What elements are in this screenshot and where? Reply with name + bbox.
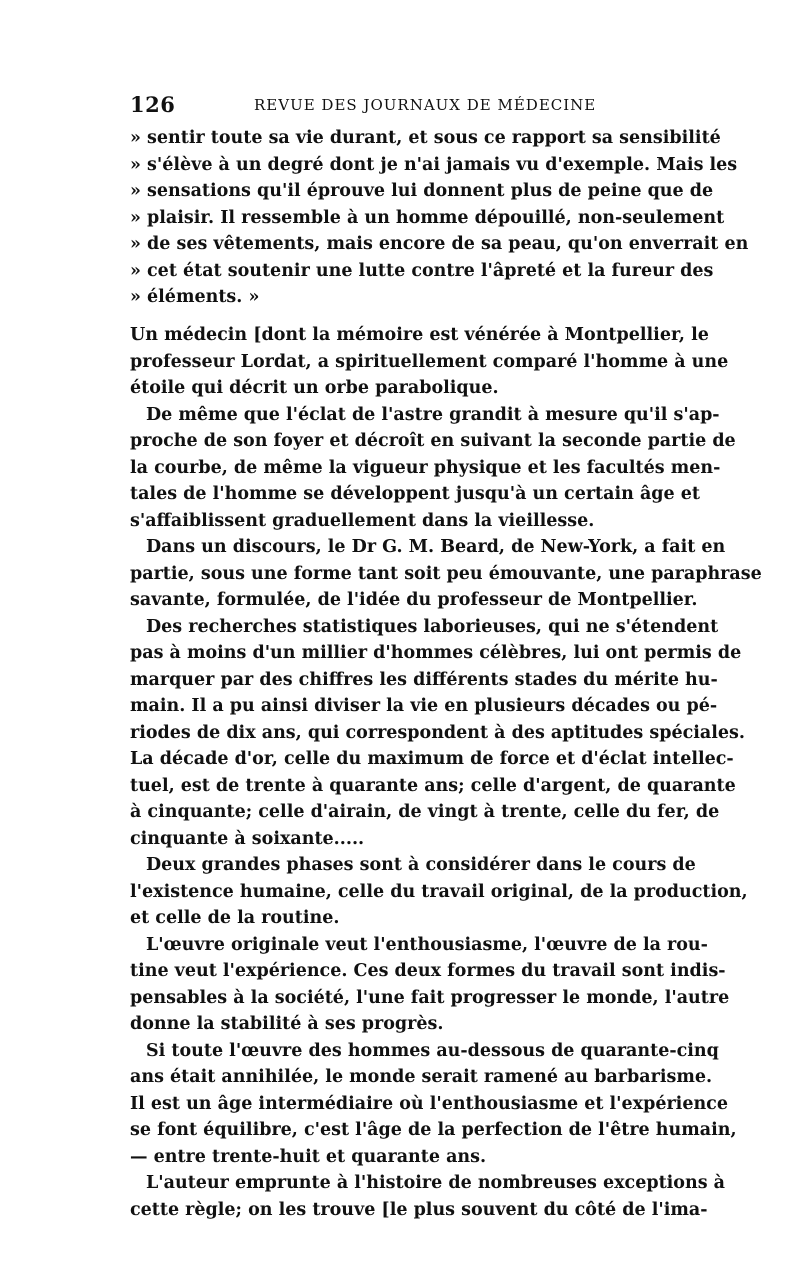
text-line: Il est un âge intermédiaire où l'enthousiasme et l'expérience: [130, 1093, 728, 1114]
text-line: ans était annihilée, le monde serait ramené au barbarisme.: [130, 1067, 713, 1087]
text-line: professeur Lordat, a spirituellement comparé l'homme à une: [130, 351, 729, 372]
running-title: REVUE DES JOURNAUX DE MÉDECINE: [254, 96, 597, 114]
text-line: savante, formulée, de l'idée du professeur de Montpellier.: [130, 590, 698, 610]
text-line: » plaisir. Il ressemble à un homme dépouillé, non-seulement: [130, 207, 725, 228]
text-line: Si toute l'œuvre des hommes au-dessous de quarante-cinq: [146, 1040, 719, 1061]
text-line: » s'élève à un degré dont je n'ai jamais vu d'exemple. Mais les: [130, 154, 738, 175]
text-line: cette règle; on les trouve [le plus souvent du côté de l'ima-: [130, 1199, 708, 1220]
text-line: Deux grandes phases sont à considérer dans le cours de: [146, 855, 696, 875]
text-line: donne la stabilité à ses progrès.: [130, 1014, 444, 1034]
text-line: et celle de la routine.: [130, 908, 340, 928]
text-line: main. Il a pu ainsi diviser la vie en plusieurs décades ou pé-: [130, 696, 718, 716]
text-line: marquer par des chiffres les différents stades du mérite hu-: [130, 669, 718, 690]
body-text: [130, 322, 762, 1223]
text-line: » éléments. »: [130, 287, 260, 307]
text-line: tuel, est de trente à quarante ans; celle d'argent, de quarante: [130, 775, 736, 796]
text-line: tales de l'homme se développent jusqu'à un certain âge et: [130, 484, 700, 504]
text-line: partie, sous une forme tant soit peu émouvante, une paraphrase: [130, 563, 762, 584]
text-line: » cet état soutenir une lutte contre l'âpreté et la fureur des: [130, 260, 714, 281]
text-line: l'existence humaine, celle du travail original, de la production,: [130, 881, 748, 902]
text-line: » sentir toute sa vie durant, et sous ce rapport sa sensibilité: [130, 128, 721, 148]
text-line: tine veut l'expérience. Ces deux formes du travail sont indis-: [130, 961, 726, 981]
text-line: à cinquante; celle d'airain, de vingt à trente, celle du fer, de: [130, 802, 720, 822]
text-line: Un médecin [dont la mémoire est vénérée à Montpellier, le: [130, 325, 709, 345]
text-line: » sensations qu'il éprouve lui donnent plus de peine que de: [130, 181, 714, 201]
text-line: — entre trente-huit et quarante ans.: [130, 1146, 487, 1167]
text-line: pas à moins d'un millier d'hommes célèbres, lui ont permis de: [130, 643, 742, 663]
text-line: L'œuvre originale veut l'enthousiasme, l'œuvre de la rou-: [146, 934, 708, 955]
page-number: 126: [130, 92, 176, 117]
page-header: [130, 92, 675, 120]
text-line: La décade d'or, celle du maximum de force et d'éclat intellec-: [130, 749, 734, 769]
text-line: » de ses vêtements, mais encore de sa peau, qu'on enverrait en: [130, 234, 749, 254]
text-line: s'affaiblissent graduellement dans la vieillesse.: [130, 510, 595, 531]
text-line: se font équilibre, c'est l'âge de la perfection de l'être humain,: [130, 1120, 737, 1140]
text-line: Des recherches statistiques laborieuses, qui ne s'étendent: [146, 616, 719, 637]
text-line: cinquante à soixante.....: [130, 828, 365, 849]
text-line: De même que l'éclat de l'astre grandit à mesure qu'il s'ap-: [146, 404, 720, 425]
text-line: étoile qui décrit un orbe parabolique.: [130, 378, 499, 398]
text-line: Dans un discours, le Dr G. M. Beard, de New-York, a fait en: [146, 537, 726, 557]
text-line: L'auteur emprunte à l'histoire de nombreuses exceptions à: [146, 1173, 725, 1193]
quotation-block: [130, 125, 749, 311]
text-line: la courbe, de même la vigueur physique et les facultés men-: [130, 457, 721, 478]
text-line: proche de son foyer et décroît en suivant la seconde partie de: [130, 431, 736, 451]
text-line: pensables à la société, l'une fait progresser le monde, l'autre: [130, 987, 730, 1008]
text-line: riodes de dix ans, qui correspondent à des aptitudes spéciales.: [130, 722, 745, 743]
